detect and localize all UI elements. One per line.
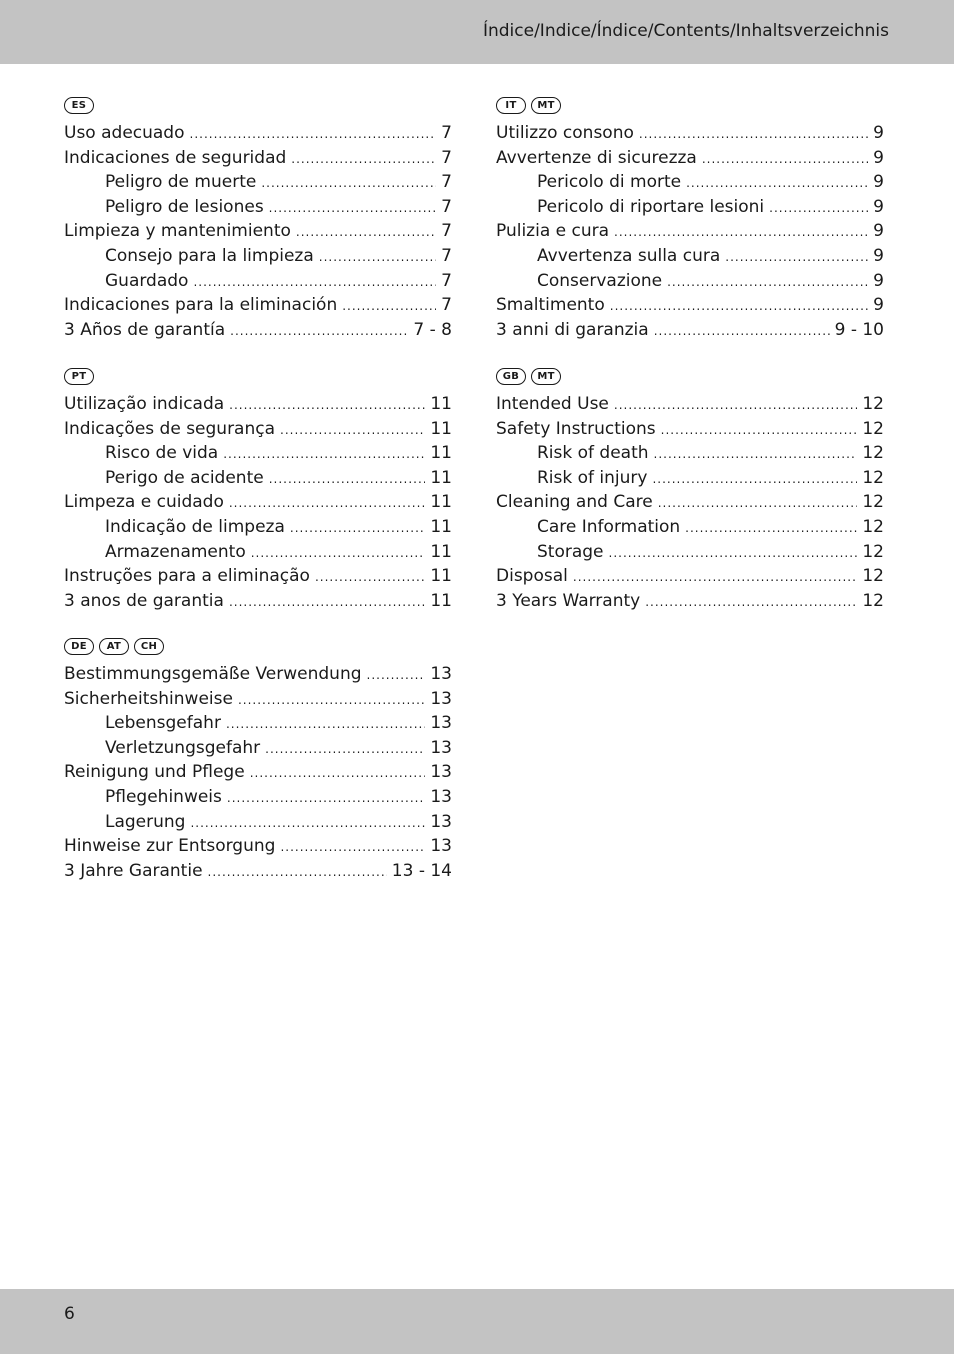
dot-leader (610, 294, 868, 319)
toc-entry-label: Perigo de acidente (105, 467, 264, 488)
toc-entry[interactable] (64, 760, 452, 785)
toc-entry[interactable] (496, 219, 884, 244)
toc-entry[interactable] (64, 170, 452, 195)
toc-entry-label: Smaltimento (496, 295, 605, 316)
toc-entry[interactable] (496, 564, 884, 589)
toc-entry-label: Reinigung und Pflege (64, 762, 245, 783)
toc-entry-label: Verletzungsgefahr (105, 737, 261, 758)
toc-entry-page: 11 (430, 418, 452, 439)
toc-entry-page: 13 (430, 762, 452, 783)
dot-leader (269, 196, 437, 221)
country-badges (64, 365, 452, 387)
dot-leader (702, 147, 868, 172)
toc-entry[interactable] (64, 195, 452, 220)
toc-entry-label: Limpieza y mantenimiento (64, 221, 291, 242)
country-badge-es: ES (64, 97, 94, 114)
toc-entry-page: 7 (441, 123, 452, 143)
page-title: Índice/Indice/Índice/Contents/Inhaltsverzeichnis (482, 21, 889, 41)
toc-entry[interactable] (64, 392, 452, 417)
dot-leader (639, 122, 868, 147)
toc-entry[interactable] (496, 515, 884, 540)
toc-section-it (496, 94, 884, 342)
toc-entry-page: 9 (873, 172, 884, 193)
dot-leader (269, 467, 426, 492)
toc-entry[interactable] (64, 589, 452, 614)
toc-entry-page: 11 (430, 492, 452, 513)
toc-entry-label: Indicações de segurança (64, 418, 276, 439)
toc-entry-page: 13 (430, 811, 452, 832)
dot-leader (769, 196, 868, 221)
country-badge-ch: CH (134, 638, 164, 655)
toc-entry-label: Indicaciones para la eliminación (64, 295, 338, 316)
toc-entry[interactable] (64, 219, 452, 244)
toc-entry[interactable] (64, 515, 452, 540)
dot-leader (296, 220, 436, 245)
toc-entry-page: 11 (430, 394, 452, 414)
dot-leader (280, 835, 425, 860)
toc-entry[interactable] (496, 195, 884, 220)
toc-entry-page: 9 (873, 245, 884, 266)
toc-entry-page: 9 (873, 147, 884, 168)
toc-entry[interactable] (496, 441, 884, 466)
dot-leader (667, 270, 868, 295)
dot-leader (652, 467, 857, 492)
dot-leader (573, 565, 857, 590)
toc-entry[interactable] (496, 589, 884, 614)
dot-leader (609, 541, 858, 566)
dot-leader (290, 516, 425, 541)
toc-entry-label: Risco de vida (105, 443, 219, 464)
country-badges (64, 635, 452, 657)
dot-leader (614, 393, 857, 418)
toc-entry[interactable] (64, 736, 452, 761)
dot-leader (223, 442, 425, 467)
toc-entry-page: 13 (430, 836, 452, 857)
toc-entry-page: 12 (862, 492, 884, 513)
country-badge-mt: MT (531, 97, 561, 114)
toc-entry-page: 13 (430, 688, 452, 709)
toc-entry[interactable] (64, 417, 452, 442)
toc-entry-page: 9 - 10 (834, 319, 884, 340)
toc-entry-page: 7 (441, 295, 452, 316)
dot-leader (654, 442, 858, 467)
toc-entry-label: Instruções para a eliminação (64, 566, 310, 587)
toc-entry-label: Peligro de muerte (105, 172, 257, 193)
toc-entry-page: 13 (430, 713, 452, 734)
toc-section-gb (496, 365, 884, 613)
toc-entry-label: Sicherheitshinweise (64, 688, 233, 709)
toc-entry-label: Avvertenze di sicurezza (496, 147, 697, 168)
dot-leader (251, 541, 426, 566)
country-badges (496, 94, 884, 116)
toc-entry-label: Limpeza e cuidado (64, 492, 224, 513)
toc-entry-page: 9 (873, 270, 884, 291)
toc-entry[interactable] (496, 244, 884, 269)
toc-entry-page: 7 (441, 172, 452, 193)
toc-entry-page: 9 (873, 295, 884, 316)
toc-entry-page: 12 (862, 566, 884, 587)
toc-entry[interactable] (64, 146, 452, 171)
toc-entry[interactable] (64, 244, 452, 269)
dot-leader (725, 245, 868, 270)
toc-entry-label: Care Information (537, 516, 681, 537)
dot-leader (315, 565, 425, 590)
dot-leader (227, 786, 425, 811)
country-badge-pt: PT (64, 368, 94, 385)
toc-entry[interactable] (496, 417, 884, 442)
toc-entry-label: Lagerung (105, 811, 186, 832)
toc-entry-label: Consejo para la limpieza (105, 245, 314, 266)
country-badge-gb: GB (496, 368, 526, 385)
toc-entry[interactable] (496, 392, 884, 417)
toc-entry[interactable] (64, 662, 452, 687)
toc-entry[interactable] (64, 785, 452, 810)
toc-entry-page: 11 (430, 566, 452, 587)
toc-entry-page: 12 (862, 418, 884, 439)
toc-entry-page: 12 (862, 443, 884, 464)
dot-leader (193, 270, 436, 295)
dot-leader (686, 171, 868, 196)
toc-entry[interactable] (64, 834, 452, 859)
dot-leader (685, 516, 857, 541)
toc-entry[interactable] (64, 540, 452, 565)
toc-section-pt (64, 365, 452, 613)
dot-leader (261, 171, 436, 196)
toc-entry[interactable] (496, 293, 884, 318)
dot-leader (190, 811, 425, 836)
toc-entry[interactable] (496, 146, 884, 171)
header-bar (0, 0, 954, 64)
toc-entry[interactable] (496, 540, 884, 565)
toc-entry-page: 12 (862, 590, 884, 611)
toc-entry[interactable] (496, 269, 884, 294)
dot-leader (645, 590, 857, 615)
toc-entry-label: Peligro de lesiones (105, 196, 264, 217)
toc-entry[interactable] (64, 441, 452, 466)
dot-leader (614, 220, 868, 245)
toc-entry[interactable] (64, 318, 452, 343)
toc-entry-label: Utilizzo consono (496, 123, 634, 143)
toc-entry-label: Indicaciones de seguridad (64, 147, 287, 168)
toc-entry[interactable] (496, 490, 884, 515)
toc-entry-label: 3 Jahre Garantie (64, 860, 203, 881)
toc-entry-page: 12 (862, 394, 884, 414)
toc-entry-label: Lebensgefahr (105, 713, 221, 734)
dot-leader (238, 688, 425, 713)
dot-leader (661, 418, 858, 443)
toc-entry[interactable] (64, 810, 452, 835)
toc-entry[interactable] (496, 170, 884, 195)
toc-entry-page: 12 (862, 541, 884, 562)
toc-entry-label: Intended Use (496, 394, 609, 414)
dot-leader (230, 319, 408, 344)
toc-entry-page: 11 (430, 467, 452, 488)
dot-leader (654, 319, 830, 344)
toc-entry-label: Guardado (105, 270, 189, 291)
toc-entry-page: 7 (441, 221, 452, 242)
toc-section-es (64, 94, 452, 342)
dot-leader (319, 245, 436, 270)
toc-entry-page: 13 (430, 737, 452, 758)
toc-entry-page: 11 (430, 541, 452, 562)
dot-leader (658, 491, 858, 516)
toc-entry[interactable] (64, 859, 452, 884)
toc-entry-label: Armazenamento (105, 541, 246, 562)
toc-entry-label: Pulizia e cura (496, 221, 610, 242)
toc-entry[interactable] (64, 121, 452, 146)
toc-entry-label: Uso adecuado (64, 123, 185, 143)
toc-entry-page: 7 (441, 245, 452, 266)
toc-entry-label: Pflegehinweis (105, 786, 222, 807)
toc-entry[interactable] (64, 711, 452, 736)
toc-entry-label: Storage (537, 541, 604, 562)
toc-entry[interactable] (496, 466, 884, 491)
toc-entry-page: 7 - 8 (413, 319, 452, 340)
country-badge-mt: MT (531, 368, 561, 385)
toc-entry[interactable] (64, 466, 452, 491)
dot-leader (367, 663, 426, 688)
toc-entry[interactable] (64, 490, 452, 515)
toc-entry-label: Hinweise zur Entsorgung (64, 836, 276, 857)
toc-entry-page: 13 (430, 664, 452, 684)
dot-leader (250, 761, 426, 786)
toc-entry-label: 3 Años de garantía (64, 319, 226, 340)
toc-entry-label: Avvertenza sulla cura (537, 245, 721, 266)
toc-entry[interactable] (64, 293, 452, 318)
toc-entry-page: 9 (873, 196, 884, 217)
toc-entry-page: 7 (441, 270, 452, 291)
toc-entry-label: 3 Years Warranty (496, 590, 641, 611)
toc-entry-label: 3 anos de garantia (64, 590, 224, 611)
dot-leader (226, 712, 425, 737)
toc-entry[interactable] (64, 564, 452, 589)
toc-entry-page: 11 (430, 443, 452, 464)
toc-entry-label: Cleaning and Care (496, 492, 653, 513)
country-badges (496, 365, 884, 387)
dot-leader (229, 491, 426, 516)
toc-entry-label: 3 anni di garanzia (496, 319, 649, 340)
toc-entry-page: 9 (873, 221, 884, 242)
toc-entry-label: Utilização indicada (64, 394, 225, 414)
page-number: 6 (64, 1304, 75, 1324)
toc-entry-page: 12 (862, 516, 884, 537)
dot-leader (229, 590, 425, 615)
footer-bar (0, 1289, 954, 1354)
dot-leader (208, 860, 387, 885)
dot-leader (342, 294, 436, 319)
toc-entry-label: Conservazione (537, 270, 663, 291)
dot-leader (265, 737, 425, 762)
toc-entry-label: Pericolo di riportare lesioni (537, 196, 765, 217)
toc-entry[interactable] (64, 269, 452, 294)
dot-leader (229, 393, 425, 418)
toc-section-de (64, 635, 452, 883)
toc-entry-page: 11 (430, 516, 452, 537)
toc-entry[interactable] (64, 687, 452, 712)
toc-entry-page: 13 (430, 786, 452, 807)
toc-entry-label: Bestimmungsgemäße Verwendung (64, 664, 362, 684)
toc-entry-page: 9 (873, 123, 884, 143)
toc-entry[interactable] (496, 318, 884, 343)
toc-entry-page: 12 (862, 467, 884, 488)
toc-entry-label: Risk of injury (537, 467, 648, 488)
toc-entry-page: 7 (441, 147, 452, 168)
toc-entry-label: Disposal (496, 566, 568, 587)
toc-entry-label: Pericolo di morte (537, 172, 682, 193)
country-badges (64, 94, 452, 116)
country-badge-de: DE (64, 638, 94, 655)
toc-entry-label: Indicação de limpeza (105, 516, 285, 537)
toc-entry-label: Safety Instructions (496, 418, 656, 439)
country-badge-at: AT (99, 638, 129, 655)
dot-leader (280, 418, 425, 443)
toc-entry-page: 13 - 14 (391, 860, 452, 881)
toc-entry-page: 11 (430, 590, 452, 611)
dot-leader (291, 147, 436, 172)
dot-leader (190, 122, 437, 147)
toc-entry[interactable] (496, 121, 884, 146)
country-badge-it: IT (496, 97, 526, 114)
toc-entry-label: Risk of death (537, 443, 649, 464)
toc-entry-page: 7 (441, 196, 452, 217)
